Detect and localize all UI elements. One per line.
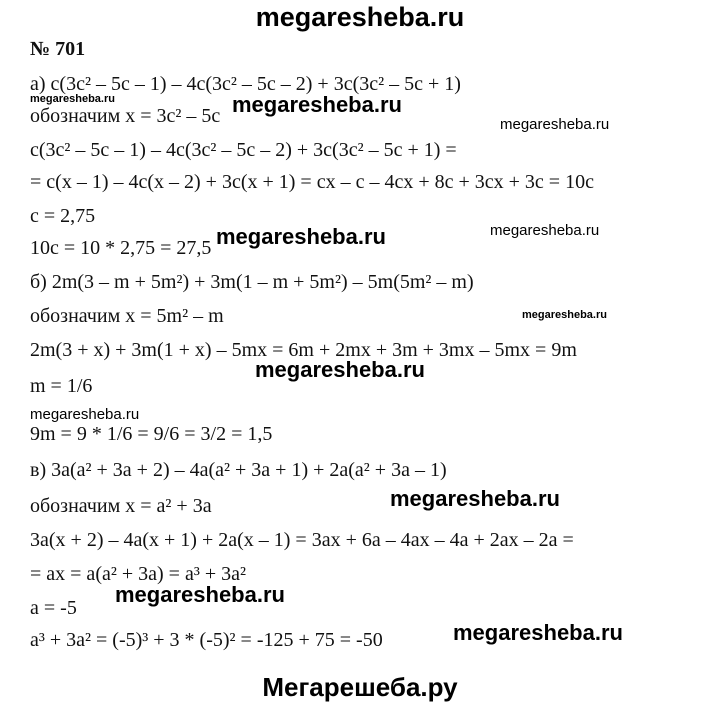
solution-line-a4: = c(x – 1) – 4c(x – 2) + 3c(x + 1) = cx – c – 4cx + 8c + 3cx + 3c = 10c	[30, 171, 594, 193]
solution-line-b4: m = 1/6	[30, 375, 93, 397]
watermark: megaresheba.ru	[453, 620, 623, 645]
watermark: megaresheba.ru	[30, 93, 115, 105]
solution-line-c6: a³ + 3a² = (-5)³ + 3 * (-5)² = -125 + 75 = -50	[30, 629, 383, 651]
solution-line-b3: 2m(3 + x) + 3m(1 + x) – 5mx = 6m + 2mx + 3m + 3mx – 5mx = 9m	[30, 339, 577, 361]
solution-line-a3: c(3c² – 5c – 1) – 4c(3c² – 5c – 2) + 3c(3c² – 5c + 1) =	[30, 139, 457, 161]
solution-line-b5: 9m = 9 * 1/6 = 9/6 = 3/2 = 1,5	[30, 423, 273, 445]
header-site-title: megaresheba.ru	[255, 2, 465, 32]
problem-number: № 701	[30, 38, 86, 60]
solution-line-c5: a = -5	[30, 597, 77, 619]
solution-line-a5: c = 2,75	[30, 205, 96, 227]
solution-line-a1: а) с(3c² – 5c – 1) – 4c(3c² – 5c – 2) + 3c(3c² – 5c + 1)	[30, 73, 461, 95]
solution-line-c2: обозначим x = a² + 3a	[30, 495, 212, 517]
solution-line-b2: обозначим x = 5m² – m	[30, 305, 224, 327]
watermark: megaresheba.ru	[115, 582, 285, 607]
solution-line-c4: = ax = a(a² + 3a) = a³ + 3a²	[30, 563, 246, 585]
footer-site-title: Мегарешеба.ру	[262, 672, 458, 702]
watermark: megaresheba.ru	[390, 486, 560, 511]
solution-line-c3: 3a(x + 2) – 4a(x + 1) + 2a(x – 1) = 3ax + 6a – 4ax – 4a + 2ax – 2a =	[30, 529, 574, 551]
solution-line-a6: 10c = 10 * 2,75 = 27,5	[30, 237, 212, 259]
watermark: megaresheba.ru	[216, 224, 386, 249]
watermark: megaresheba.ru	[255, 357, 425, 382]
watermark: megaresheba.ru	[522, 309, 607, 321]
watermark: megaresheba.ru	[30, 406, 140, 423]
watermark: megaresheba.ru	[232, 92, 402, 117]
solution-line-b1: б) 2m(3 – m + 5m²) + 3m(1 – m + 5m²) – 5m(5m² – m)	[30, 271, 474, 293]
solution-line-a2: обозначим x = 3c² – 5c	[30, 105, 221, 127]
solution-line-c1: в) 3a(a² + 3a + 2) – 4a(a² + 3a + 1) + 2a(a² + 3a – 1)	[30, 459, 447, 481]
watermark: megaresheba.ru	[490, 222, 600, 239]
watermark: megaresheba.ru	[500, 116, 610, 133]
